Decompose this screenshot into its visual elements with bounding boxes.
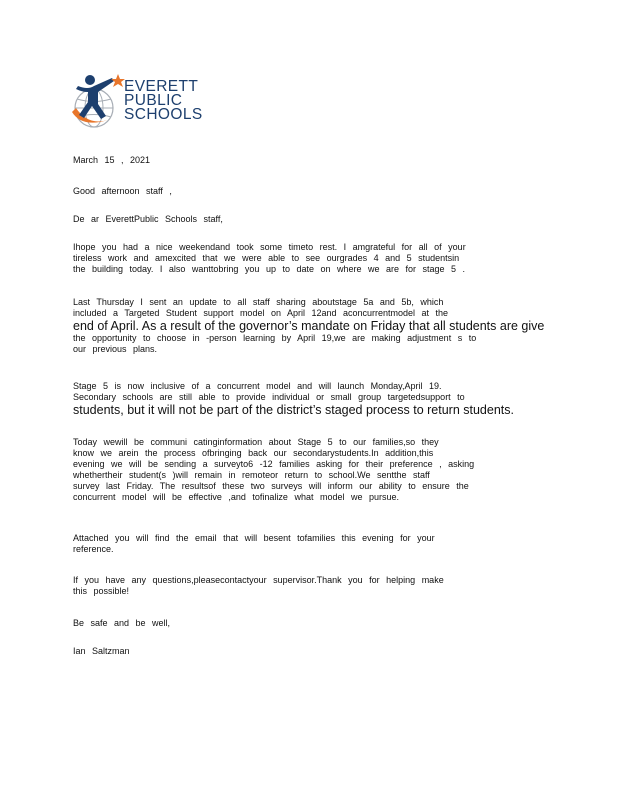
letter-greeting: Good afternoon staff ,	[73, 186, 172, 196]
logo-line-everett: EVERETT	[124, 78, 199, 95]
runner-globe-logo-icon	[68, 68, 128, 134]
paragraph-2: Last Thursday I sent an update to all staff sharing aboutstage 5a and 5b, which included a Targeted Student support model on April 12and aconcurrentmodel at the end of April. As a result of the governor’s mandate on Friday that all students are give the opportunity to choose in -person learning by April 19,we are making adjustment s to our previous plans.	[73, 297, 545, 354]
paragraph-5: Attached you will find the email that will besent tofamilies this evening for your reference.	[73, 533, 435, 554]
letter-closing: Be safe and be well,	[73, 618, 171, 628]
logo-wordmark	[124, 80, 203, 122]
letter-date: March 15 , 2021	[73, 155, 151, 165]
paragraph-1: Ihope you had a nice weekendand took some timeto rest. I amgrateful for all of your tireless work and amexcited that we were able to see ourgrades 4 and 5 studentsin the building today. I also wanttobring you up to date on where we are for stage 5 .	[73, 242, 466, 274]
letter-signature: Ian Saltzman	[73, 646, 130, 656]
letter-salutation: De ar EverettPublic Schools staff,	[73, 214, 223, 224]
paragraph-6: If you have any questions,pleasecontactyour supervisor.Thank you for helping make this possible!	[73, 575, 444, 596]
paragraph-4: Today wewill be communi catinginformation about Stage 5 to our families,so they know we arein the process ofbringing back our secondarystudents.In addition,this evening we will be sending a surveyto6 -12 families asking for their preference , asking whethertheir student(s )will remain in remoteor return to school.We sentthe staff survey last Friday. The resultsof these two surveys will inform our ability to ensure the concurrent model will be effective ,and tofinalize what model we pursue.	[73, 437, 475, 502]
logo-line-public: PUBLIC	[124, 92, 183, 109]
paragraph-3: Stage 5 is now inclusive of a concurrent model and will launch Monday,April 19. Secondary schools are still able to provide individual or small group targetedsupport to students, but it will not be part of the district’s staged process to return students.	[73, 381, 514, 417]
logo-line-schools: SCHOOLS	[124, 106, 203, 123]
district-logo	[68, 68, 218, 134]
